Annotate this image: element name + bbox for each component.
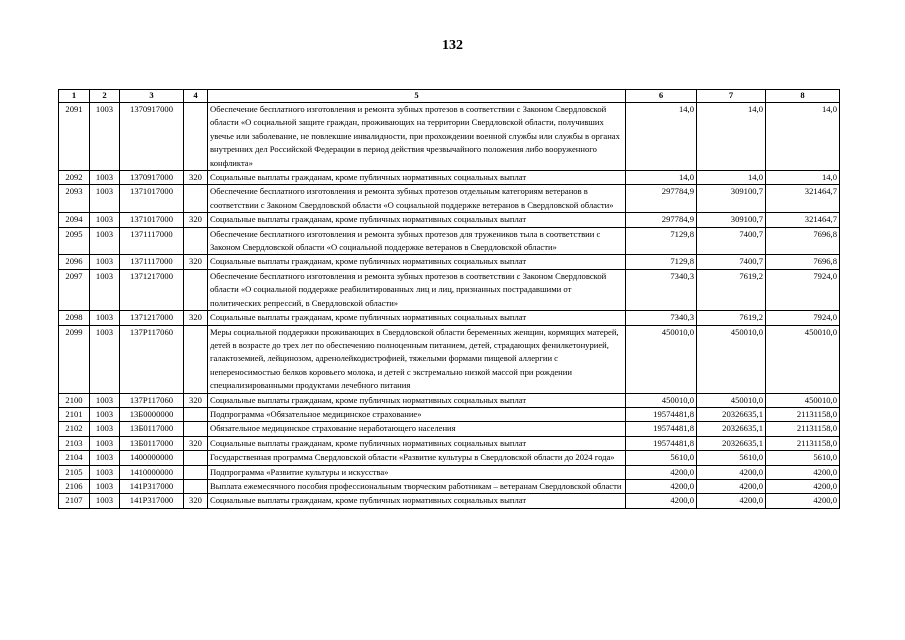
item-name-cell: Социальные выплаты гражданам, кроме публичных нормативных социальных выплат [208,494,626,508]
amount-col7-cell: 14,0 [697,103,766,171]
row-number-cell: 2091 [59,103,90,171]
table-row [59,213,840,227]
target-article-code-cell: 13Б0000000 [120,407,184,421]
table-row [59,269,840,310]
amount-col8-cell: 21131158,0 [766,422,840,436]
expense-type-code-cell [184,465,208,479]
target-article-code-cell: 1371217000 [120,269,184,310]
item-name-cell: Обязательное медицинское страхование неработающего населения [208,422,626,436]
row-number-cell: 2105 [59,465,90,479]
amount-col6-cell: 4200,0 [626,494,697,508]
row-number-cell: 2096 [59,255,90,269]
target-article-code-cell: 1371117000 [120,255,184,269]
section-code-cell: 1003 [90,311,120,325]
amount-col8-cell: 14,0 [766,171,840,185]
item-name-cell: Обеспечение бесплатного изготовления и ремонта зубных протезов для тружеников тыла в соответствии с Законом Свердловской области «О социальной поддержке ветеранов в Свердловской области» [208,227,626,255]
row-number-cell: 2101 [59,407,90,421]
amount-col7-cell: 20326635,1 [697,436,766,450]
table-row [59,311,840,325]
row-number-cell: 2104 [59,451,90,465]
section-code-cell: 1003 [90,451,120,465]
expense-type-code-cell [184,451,208,465]
amount-col7-cell: 7400,7 [697,255,766,269]
page-number: 132 [442,38,463,53]
amount-col7-cell: 7619,2 [697,269,766,310]
column-header-3: 3 [120,90,184,103]
table-row [59,407,840,421]
expense-type-code-cell: 320 [184,171,208,185]
amount-col7-cell: 7400,7 [697,227,766,255]
target-article-code-cell: 1371017000 [120,185,184,213]
budget-table [58,89,840,509]
amount-col7-cell: 4200,0 [697,494,766,508]
expense-type-code-cell: 320 [184,255,208,269]
item-name-cell: Обеспечение бесплатного изготовления и ремонта зубных протезов отдельным категориям ветеранов в соответствии с Законом Свердловской области «О социальной поддержке ветеранов в Свердловской области» [208,185,626,213]
amount-col7-cell: 4200,0 [697,479,766,493]
expense-type-code-cell [184,227,208,255]
amount-col8-cell: 21131158,0 [766,436,840,450]
target-article-code-cell: 141P317000 [120,479,184,493]
item-name-cell: Обеспечение бесплатного изготовления и ремонта зубных протезов в соответствии с Законом Свердловской области «О социальной защите граждан, проживающих на территории Свердловской области, получивших увечье или заболевание, не повлекшие инвалидности, при прохождении военной службы или службы в органах внутренних дел Российской Федерации в период действия чрезвычайного положения либо вооруженного конфликта» [208,103,626,171]
item-name-cell: Обеспечение бесплатного изготовления и ремонта зубных протезов в соответствии с Законом Свердловской области «О социальной поддержке реабилитированных лиц и лиц, признанных пострадавшими от политических репрессий, в Свердловской области» [208,269,626,310]
target-article-code-cell: 1410000000 [120,465,184,479]
amount-col8-cell: 7924,0 [766,311,840,325]
amount-col8-cell: 7696,8 [766,227,840,255]
row-number-cell: 2098 [59,311,90,325]
row-number-cell: 2099 [59,325,90,393]
expense-type-code-cell [184,407,208,421]
amount-col8-cell: 450010,0 [766,393,840,407]
table-row [59,436,840,450]
item-name-cell: Социальные выплаты гражданам, кроме публичных нормативных социальных выплат [208,213,626,227]
amount-col8-cell: 4200,0 [766,465,840,479]
section-code-cell: 1003 [90,422,120,436]
expense-type-code-cell [184,422,208,436]
target-article-code-cell: 1370917000 [120,103,184,171]
row-number-cell: 2094 [59,213,90,227]
table-row [59,479,840,493]
amount-col7-cell: 309100,7 [697,213,766,227]
row-number-cell: 2107 [59,494,90,508]
target-article-code-cell: 13Б0117000 [120,436,184,450]
amount-col8-cell: 7696,8 [766,255,840,269]
section-code-cell: 1003 [90,494,120,508]
expense-type-code-cell: 320 [184,494,208,508]
amount-col6-cell: 14,0 [626,103,697,171]
expense-type-code-cell [184,185,208,213]
amount-col6-cell: 5610,0 [626,451,697,465]
item-name-cell: Социальные выплаты гражданам, кроме публичных нормативных социальных выплат [208,255,626,269]
amount-col6-cell: 19574481,8 [626,436,697,450]
target-article-code-cell: 1370917000 [120,171,184,185]
table-row [59,255,840,269]
section-code-cell: 1003 [90,393,120,407]
expense-type-code-cell: 320 [184,436,208,450]
column-header-4: 4 [184,90,208,103]
target-article-code-cell: 1371217000 [120,311,184,325]
row-number-cell: 2103 [59,436,90,450]
row-number-cell: 2093 [59,185,90,213]
row-number-cell: 2102 [59,422,90,436]
amount-col6-cell: 7340,3 [626,269,697,310]
table-row [59,171,840,185]
table-row [59,103,840,171]
amount-col7-cell: 309100,7 [697,185,766,213]
target-article-code-cell: 1371117000 [120,227,184,255]
item-name-cell: Социальные выплаты гражданам, кроме публичных нормативных социальных выплат [208,436,626,450]
section-code-cell: 1003 [90,185,120,213]
amount-col8-cell: 4200,0 [766,479,840,493]
item-name-cell: Государственная программа Свердловской области «Развитие культуры в Свердловской области до 2024 года» [208,451,626,465]
section-code-cell: 1003 [90,407,120,421]
amount-col6-cell: 7129,8 [626,227,697,255]
target-article-code-cell: 1400000000 [120,451,184,465]
table-row [59,465,840,479]
amount-col8-cell: 5610,0 [766,451,840,465]
item-name-cell: Социальные выплаты гражданам, кроме публичных нормативных социальных выплат [208,393,626,407]
row-number-cell: 2095 [59,227,90,255]
target-article-code-cell: 137P117060 [120,393,184,407]
expense-type-code-cell [184,269,208,310]
section-code-cell: 1003 [90,103,120,171]
table-row [59,325,840,393]
amount-col6-cell: 7129,8 [626,255,697,269]
amount-col8-cell: 4200,0 [766,494,840,508]
amount-col6-cell: 19574481,8 [626,407,697,421]
amount-col6-cell: 4200,0 [626,479,697,493]
column-header-5: 5 [208,90,626,103]
amount-col8-cell: 321464,7 [766,213,840,227]
amount-col6-cell: 14,0 [626,171,697,185]
target-article-code-cell: 1371017000 [120,213,184,227]
expense-type-code-cell: 320 [184,311,208,325]
item-name-cell: Социальные выплаты гражданам, кроме публичных нормативных социальных выплат [208,171,626,185]
target-article-code-cell: 137P117060 [120,325,184,393]
amount-col8-cell: 321464,7 [766,185,840,213]
table-row [59,451,840,465]
amount-col6-cell: 450010,0 [626,393,697,407]
table-row [59,494,840,508]
section-code-cell: 1003 [90,436,120,450]
header-row [59,90,840,103]
expense-type-code-cell: 320 [184,393,208,407]
amount-col7-cell: 7619,2 [697,311,766,325]
section-code-cell: 1003 [90,213,120,227]
amount-col7-cell: 450010,0 [697,393,766,407]
section-code-cell: 1003 [90,227,120,255]
amount-col8-cell: 450010,0 [766,325,840,393]
column-header-7: 7 [697,90,766,103]
amount-col7-cell: 20326635,1 [697,407,766,421]
item-name-cell: Меры социальной поддержки проживающих в Свердловской области беременных женщин, кормящих матерей, детей в возрасте до трех лет по обеспечению полноценным питанием, детей, страдающих фенилкетонурией, галактоземией, лейцинозом, адренолейкодистрофией, тяжелыми формами пищевой аллергии с непереносимостью белков коровьего молока, и детей с экстремально низкой массой при рождении специализированными продуктами лечебного питания [208,325,626,393]
item-name-cell: Подпрограмма «Обязательное медицинское страхование» [208,407,626,421]
amount-col7-cell: 4200,0 [697,465,766,479]
section-code-cell: 1003 [90,325,120,393]
amount-col6-cell: 4200,0 [626,465,697,479]
table-row [59,185,840,213]
amount-col7-cell: 20326635,1 [697,422,766,436]
row-number-cell: 2100 [59,393,90,407]
table-body [59,103,840,509]
item-name-cell: Социальные выплаты гражданам, кроме публичных нормативных социальных выплат [208,311,626,325]
section-code-cell: 1003 [90,269,120,310]
section-code-cell: 1003 [90,465,120,479]
column-header-1: 1 [59,90,90,103]
item-name-cell: Подпрограмма «Развитие культуры и искусства» [208,465,626,479]
expense-type-code-cell [184,325,208,393]
section-code-cell: 1003 [90,171,120,185]
amount-col6-cell: 450010,0 [626,325,697,393]
target-article-code-cell: 13Б0117000 [120,422,184,436]
expense-type-code-cell: 320 [184,213,208,227]
amount-col6-cell: 297784,9 [626,213,697,227]
amount-col7-cell: 14,0 [697,171,766,185]
amount-col8-cell: 7924,0 [766,269,840,310]
amount-col6-cell: 7340,3 [626,311,697,325]
expense-type-code-cell [184,479,208,493]
table-row [59,393,840,407]
section-code-cell: 1003 [90,479,120,493]
target-article-code-cell: 141P317000 [120,494,184,508]
row-number-cell: 2106 [59,479,90,493]
table-row [59,227,840,255]
column-header-8: 8 [766,90,840,103]
column-header-6: 6 [626,90,697,103]
expense-type-code-cell [184,103,208,171]
amount-col8-cell: 21131158,0 [766,407,840,421]
amount-col7-cell: 5610,0 [697,451,766,465]
row-number-cell: 2092 [59,171,90,185]
row-number-cell: 2097 [59,269,90,310]
amount-col8-cell: 14,0 [766,103,840,171]
amount-col7-cell: 450010,0 [697,325,766,393]
amount-col6-cell: 19574481,8 [626,422,697,436]
item-name-cell: Выплата ежемесячного пособия профессиональным творческим работникам – ветеранам Свердловской области [208,479,626,493]
column-header-2: 2 [90,90,120,103]
section-code-cell: 1003 [90,255,120,269]
table-row [59,422,840,436]
amount-col6-cell: 297784,9 [626,185,697,213]
